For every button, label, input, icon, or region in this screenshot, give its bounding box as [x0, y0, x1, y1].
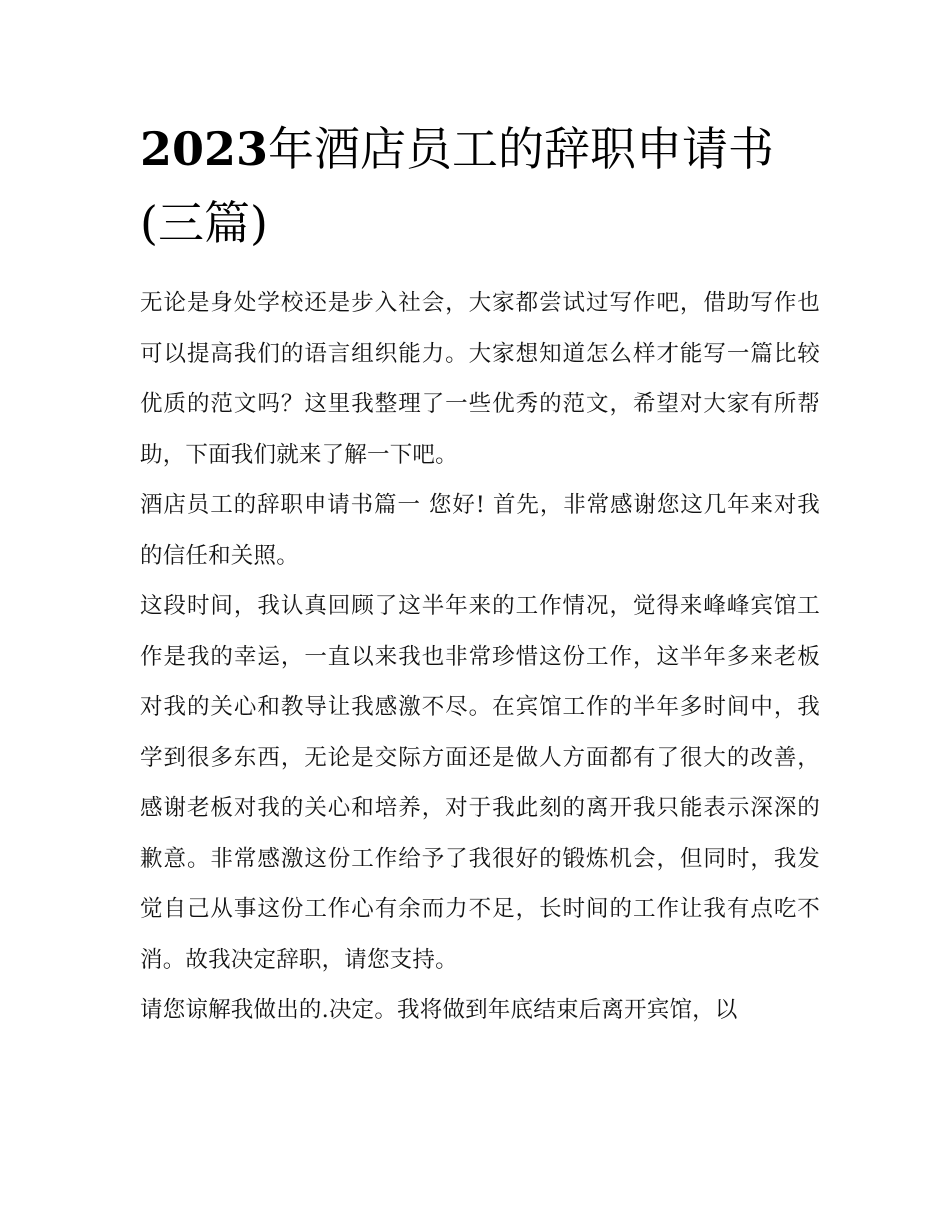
title-year: 2023 — [140, 122, 269, 176]
letter-closing-paragraph: 请您谅解我做出的.决定。我将做到年底结束后离开宾馆，以 — [140, 997, 738, 1023]
letter-body-paragraph: 这段时间，我认真回顾了这半年来的工作情况，觉得来峰峰宾馆工作是我的幸运，一直以来我也非常珍惜这份工作，这半年多来老板对我的关心和教导让我感激不尽。在宾馆工作的半年多时间中，我学到很多东西，无论是交际方面还是做人方面都有了很大的改善，感谢老板对我的关心和培养，对于我此刻的离开我只能表示深深的歉意。非常感激这份工作给予了我很好的锻炼机会，但同时，我发觉自己从事这份工作心有余而力不足，长时间的工作让我有点吃不消。故我决定辞职，请您支持。 — [140, 593, 820, 973]
letter-opening-paragraph: 酒店员工的辞职申请书篇一 您好! 首先，非常感谢您这几年来对我的信任和关照。 — [140, 492, 820, 569]
document-title — [140, 112, 820, 260]
document-body — [140, 278, 820, 1036]
title-text: 年酒店员工的辞职申请书(三篇) — [140, 122, 775, 250]
intro-paragraph: 无论是身处学校还是步入社会，大家都尝试过写作吧，借助写作也可以提高我们的语言组织能力。大家想知道怎么样才能写一篇比较优质的范文吗？这里我整理了一些优秀的范文，希望对大家有所帮助，下面我们就来了解一下吧。 — [140, 290, 820, 468]
